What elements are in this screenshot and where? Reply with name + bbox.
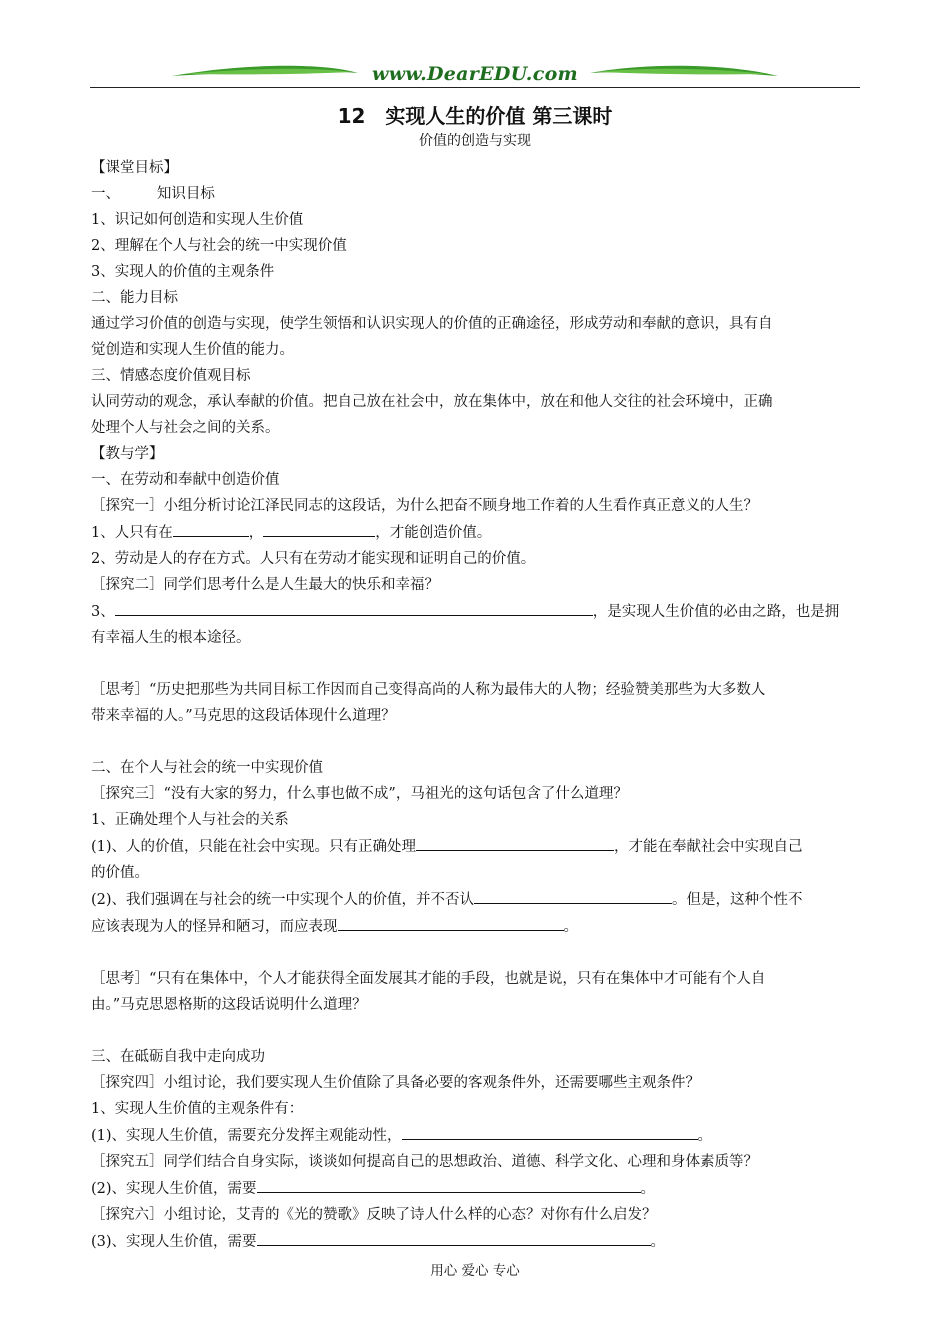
text-line [91,519,861,546]
line-text: ［探究四］小组讨论，我们要实现人生价值除了具备必要的客观条件外，还需要哪些主观条件？ [91,1075,700,1091]
text-line [91,833,861,860]
line-text: ［探究六］小组讨论，艾青的《光的赞歌》反映了诗人什么样的心态？对你有什么启发？ [91,1207,657,1223]
text-line [91,337,861,363]
line-text: ，才能在奉献社会中实现自己 [614,839,803,855]
text-line [91,572,861,598]
text-line [91,1070,861,1096]
line-text: ［探究三］“没有大家的努力，什么事也做不成”，马祖光的这句话包含了什么道理？ [91,786,628,802]
page-footer: 用心 爱心 专心 [430,1263,520,1279]
text-line [91,1202,861,1228]
text-line [91,285,861,311]
line-text: (2)、我们强调在与社会的统一中实现个人的价值，并不否认 [91,892,475,908]
line-text: 二、在个人与社会的统一中实现价值 [91,760,323,776]
line-text: 认同劳动的观念，承认奉献的价值。把自己放在社会中，放在集体中，放在和他人交往的社会环境中，正确 [91,394,773,410]
line-text: 【教与学】 [91,446,164,462]
line-text: 三、在砥砺自我中走向成功 [91,1049,265,1065]
line-text: ［探究五］同学们结合自身实际，谈谈如何提高自己的思想政治、道德、科学文化、心理和身体素质等？ [91,1154,758,1170]
text-line [91,1228,861,1255]
text-line [91,598,861,625]
header-rule [90,87,860,88]
line-text: ， [248,525,264,541]
fill-in-blank[interactable] [263,519,375,537]
text-line [91,467,861,493]
line-text: 二、能力目标 [91,290,178,306]
text-line [91,311,861,337]
line-text: ［探究一］小组分析讨论江泽民同志的这段话，为什么把奋不顾身地工作着的人生看作真正意义的人生？ [91,498,758,514]
line-text: 。 [650,1234,666,1250]
text-line [91,493,861,519]
text-line [91,1096,861,1122]
line-text: 一、在劳动和奉献中创造价值 [91,472,280,488]
site-brand[interactable]: www.DearEDU.com [372,63,578,85]
line-text: (3)、实现人生价值，需要 [91,1234,257,1250]
fill-in-blank[interactable] [416,833,614,851]
line-text: (1)、实现人生价值，需要充分发挥主观能动性， [91,1128,402,1144]
line-text: 。但是，这种个性不 [672,892,803,908]
text-line [91,389,861,415]
line-text: 1、实现人生价值的主观条件有： [91,1101,304,1117]
line-text: 。 [563,919,578,935]
line-text: ［思考］“只有在集体中，个人才能获得全面发展其才能的手段，也就是说，只有在集体中才可能有个人自 [91,971,766,987]
line-text: 3、实现人的价值的主观条件 [91,264,275,280]
line-text: (2)、实现人生价值，需要 [91,1181,257,1197]
site-header [90,56,860,90]
text-line [91,860,861,886]
line-text: 2、劳动是人的存在方式。人只有在劳动才能实现和证明自己的价值。 [91,551,536,567]
text-line [91,233,861,259]
fill-in-blank[interactable] [402,1122,698,1140]
line-text: 三、情感态度价值观目标 [91,368,251,384]
text-line [91,207,861,233]
text-line [91,807,861,833]
line-text: 一、 知识目标 [91,186,215,202]
line-text: 1、正确处理个人与社会的关系 [91,812,289,828]
lesson-body [91,155,861,1255]
text-line [91,992,861,1018]
line-text: 带来幸福的人。”马克思的这段话体现什么道理？ [91,708,396,724]
line-text: ［思考］“历史把那些为共同目标工作因而自己变得高尚的人称为最伟大的人物；经验赞美那些为大多数人 [91,682,766,698]
text-line [91,703,861,729]
text-line [91,1175,861,1202]
fill-in-blank[interactable] [173,519,249,537]
fill-in-blank[interactable] [257,1228,651,1246]
line-text: 由。”马克思恩格斯的这段话说明什么道理？ [91,997,367,1013]
text-line [91,755,861,781]
blank-line [91,651,861,677]
text-line [91,1122,861,1149]
text-line [91,677,861,703]
lesson-subtitle: 价值的创造与实现 [419,133,531,149]
line-text: 【课堂目标】 [91,160,178,176]
line-text: 1、识记如何创造和实现人生价值 [91,212,304,228]
line-text: 觉创造和实现人生价值的能力。 [91,342,294,358]
line-text: 1、人只有在 [91,525,173,541]
line-text: 处理个人与社会之间的关系。 [91,420,280,436]
text-line [91,781,861,807]
text-line [91,181,861,207]
line-text: 。 [697,1128,713,1144]
line-text: 有幸福人生的根本途径。 [91,630,251,646]
text-line [91,415,861,441]
text-line [91,913,861,940]
lesson-title: 12 实现人生的价值 第三课时 [337,104,613,128]
line-text: 。 [640,1181,656,1197]
line-text: 通过学习价值的创造与实现，使学生领悟和认识实现人的价值的正确途径，形成劳动和奉献的意识，具有自 [91,316,773,332]
text-line [91,441,861,467]
line-text: 3、 [91,604,115,620]
fill-in-blank[interactable] [257,1175,641,1193]
text-line [91,625,861,651]
text-line [91,1044,861,1070]
line-text: 的价值。 [91,865,149,881]
blank-line [91,940,861,966]
line-text: ［探究二］同学们思考什么是人生最大的快乐和幸福？ [91,577,439,593]
fill-in-blank[interactable] [115,598,593,616]
line-text: 2、理解在个人与社会的统一中实现价值 [91,238,347,254]
text-line [91,155,861,181]
blank-line [91,729,861,755]
text-line [91,1149,861,1175]
fill-in-blank[interactable] [338,913,564,931]
text-line [91,259,861,285]
fill-in-blank[interactable] [474,886,672,904]
text-line [91,886,861,913]
text-line [91,363,861,389]
line-text: ，是实现人生价值的必由之路，也是拥 [592,604,840,620]
line-text: ，才能创造价值。 [375,525,492,541]
blank-line [91,1018,861,1044]
text-line [91,546,861,572]
line-text: 应该表现为人的怪异和陋习，而应表现 [91,919,338,935]
text-line [91,966,861,992]
line-text: (1)、人的价值，只能在社会中实现。只有正确处理 [91,839,417,855]
